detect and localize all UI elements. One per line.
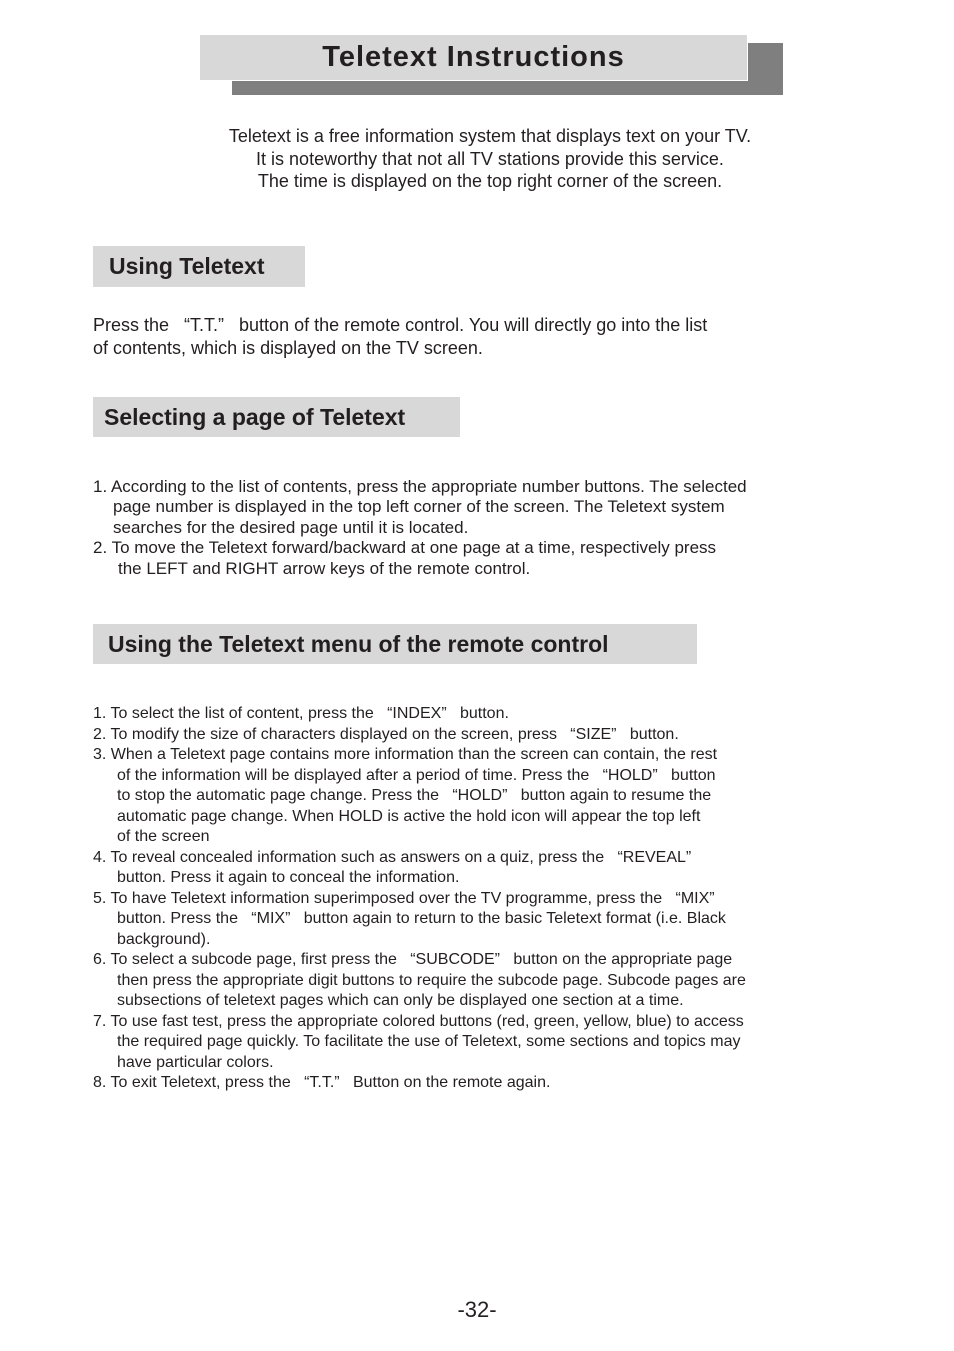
title-banner — [199, 34, 748, 81]
list-item: 5. To have Teletext information superimposed over the TV programme, press the “MIX” — [93, 889, 715, 907]
list-item-continuation: to stop the automatic page change. Press the “HOLD” button again to resume the — [117, 787, 712, 804]
intro-line: It is noteworthy that not all TV stations provide this service. — [256, 148, 724, 169]
teletext-menu-list — [93, 704, 746, 1094]
intro-line: The time is displayed on the top right corner of the screen. — [257, 171, 723, 191]
list-item: 3. When a Teletext page contains more information than the screen can contain, the rest — [93, 746, 718, 763]
list-item: 2. To modify the size of characters displayed on the screen, press “SIZE” button. — [93, 725, 679, 743]
list-item-continuation: then press the appropriate digit buttons to require the subcode page. Subcode pages are — [117, 971, 746, 989]
intro-paragraph — [100, 125, 880, 193]
list-item: 1. To select the list of content, press the “INDEX” button. — [93, 705, 509, 722]
section-heading-using-teletext: Using Teletext — [93, 246, 305, 287]
list-item: 2. To move the Teletext forward/backward at one page at a time, respectively press — [93, 538, 717, 558]
list-item: 1. According to the list of contents, press the appropriate number buttons. The selected — [93, 477, 747, 496]
section-heading-selecting-page: Selecting a page of Teletext — [93, 397, 460, 437]
list-item-continuation: button. Press it again to conceal the information. — [117, 869, 460, 886]
page-number: -32- — [457, 1297, 497, 1322]
section-heading-teletext-menu: Using the Teletext menu of the remote control — [93, 624, 697, 664]
paragraph-line: of contents, which is displayed on the TV screen. — [93, 337, 483, 358]
list-item-continuation: the LEFT and RIGHT arrow keys of the remote control. — [118, 558, 531, 578]
using-teletext-paragraph — [93, 314, 707, 359]
list-item-continuation: button. Press the “MIX” button again to return to the basic Teletext format (i.e. Black — [117, 910, 726, 927]
list-item-continuation: of the screen — [117, 828, 210, 845]
list-item-continuation: of the information will be displayed after a period of time. Press the “HOLD” button — [117, 766, 716, 784]
selecting-page-list — [93, 477, 747, 579]
list-item: 8. To exit Teletext, press the “T.T.” Button on the remote again. — [93, 1074, 551, 1091]
list-item-continuation: the required page quickly. To facilitate the use of Teletext, some sections and topics may — [117, 1033, 741, 1050]
list-item-continuation: automatic page change. When HOLD is active the hold icon will appear the top left — [117, 807, 701, 825]
list-item: 7. To use fast test, press the appropriate colored buttons (red, green, yellow, blue) to access — [93, 1012, 744, 1030]
paragraph-line: Press the “T.T.” button of the remote control. You will directly go into the list — [93, 315, 708, 335]
list-item-continuation: page number is displayed in the top left corner of the screen. The Teletext system — [113, 497, 725, 517]
intro-line: Teletext is a free information system that displays text on your TV. — [228, 126, 752, 146]
list-item-continuation: have particular colors. — [117, 1053, 274, 1071]
list-item-continuation: background). — [117, 930, 211, 948]
list-item-continuation: subsections of teletext pages which can only be displayed one section at a time. — [117, 992, 684, 1009]
page-title: Teletext Instructions — [322, 41, 625, 73]
list-item: 4. To reveal concealed information such as answers on a quiz, press the “REVEAL” — [93, 848, 692, 866]
list-item-continuation: searches for the desired page until it is located. — [113, 517, 469, 537]
list-item: 6. To select a subcode page, first press the “SUBCODE” button on the appropriate page — [93, 951, 733, 968]
